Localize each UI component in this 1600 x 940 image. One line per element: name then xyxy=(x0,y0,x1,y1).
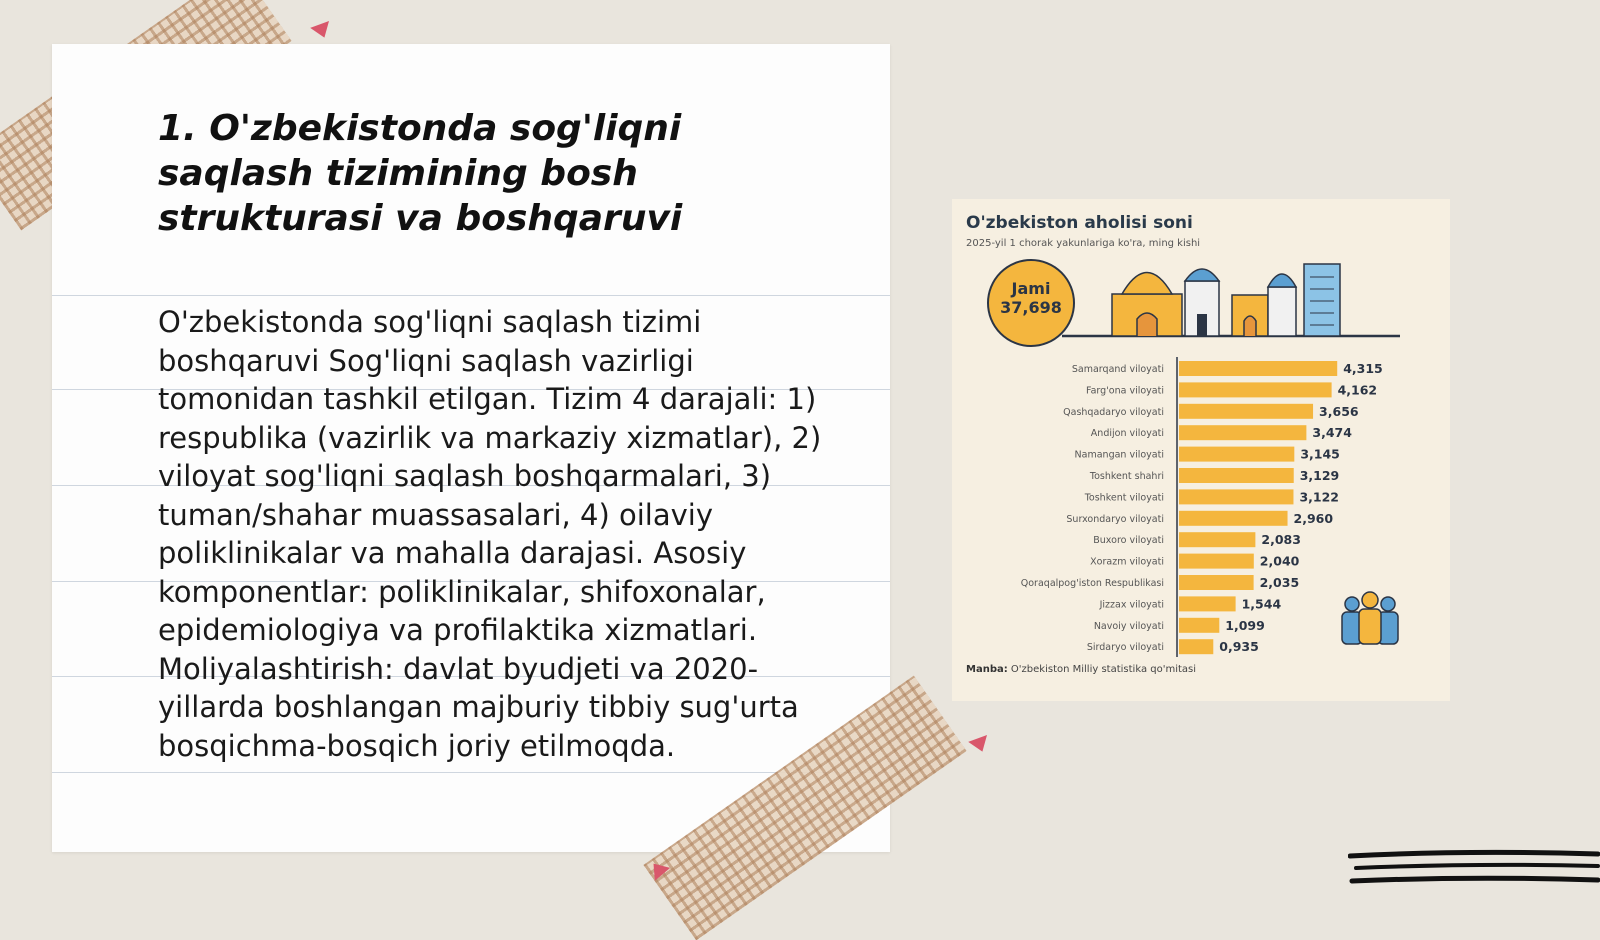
category-label: Qoraqalpog'iston Respublikasi xyxy=(1020,578,1164,589)
source-text: O'zbekiston Milliy statistika qo'mitasi xyxy=(1010,664,1197,675)
population-infographic xyxy=(952,199,1450,701)
bar xyxy=(1179,532,1255,547)
bar-value-label: 3,474 xyxy=(1312,425,1352,441)
ruled-line xyxy=(52,295,890,296)
slide-body-text: O'zbekistonda sog'liqni saqlash tizimi boshqaruvi Sog'liqni saqlash vazirligi tomonidan tashkil etilgan. Tizim 4 darajali: 1) respublika (vazirlik va markaziy xizmatlar), 2) viloyat sog'liqni saqlash boshqarmalari, 3) tuman/shahar muassasalari, 4) oilaviy poliklinikalar va mahalla darajasi. Asosiy komponentlar: poliklinikalar, shifoxonalar, epidemiologiya va profilaktika xizmatlari. Moliyalashtirish: davlat byudjeti va 2020-yillarda boshlangan majburiy tibbiy sug'urta bosqichma-bosqich joriy etilmoqda. xyxy=(158,305,822,763)
bar xyxy=(1179,468,1294,483)
category-label: Toshkent viloyati xyxy=(1084,492,1164,504)
bar-value-label: 2,083 xyxy=(1261,532,1301,548)
category-label: Farg'ona viloyati xyxy=(1086,385,1164,397)
bar xyxy=(1179,596,1236,611)
bar-value-label: 3,145 xyxy=(1300,446,1340,462)
pin-icon xyxy=(310,21,334,41)
bar xyxy=(1179,575,1254,590)
bar xyxy=(1179,447,1294,462)
bar-value-label: 4,162 xyxy=(1337,382,1378,398)
chart-subtitle: 2025-yil 1 chorak yakunlariga ko'ra, ming kishi xyxy=(966,238,1201,249)
slide-title: 1. O'zbekistonda sog'liqni saqlash tizimining bosh strukturasi va boshqaruvi xyxy=(158,108,683,239)
category-label: Navoiy viloyati xyxy=(1093,620,1164,632)
category-label: Namangan viloyati xyxy=(1074,449,1164,461)
category-label: Jizzax viloyati xyxy=(1099,599,1164,611)
bar xyxy=(1179,404,1313,419)
bar-value-label: 1,099 xyxy=(1225,617,1265,633)
bar-value-label: 3,129 xyxy=(1299,468,1340,483)
bar xyxy=(1179,639,1213,654)
bar-value-label: 2,035 xyxy=(1259,575,1300,590)
chart-source xyxy=(966,664,1196,675)
bar-value-label: 2,960 xyxy=(1293,510,1334,526)
category-label: Toshkent shahri xyxy=(1089,471,1164,482)
note-paper xyxy=(52,44,890,852)
bar xyxy=(1179,382,1332,397)
bar-value-label: 3,656 xyxy=(1319,403,1359,419)
ruled-line xyxy=(52,772,890,773)
category-label: Andijon viloyati xyxy=(1090,428,1164,440)
bar-value-label: 0,935 xyxy=(1219,639,1259,655)
chart-title: O'zbekiston aholisi soni xyxy=(966,213,1193,233)
pin-icon xyxy=(968,735,992,755)
total-label: Jami xyxy=(1011,279,1051,298)
category-label: Buxoro viloyati xyxy=(1093,535,1164,547)
bar xyxy=(1179,425,1306,440)
bar xyxy=(1179,554,1254,569)
bar xyxy=(1179,618,1219,633)
bar-value-label: 1,544 xyxy=(1241,596,1282,612)
category-label: Surxondaryo viloyati xyxy=(1066,513,1164,525)
category-label: Qashqadaryo viloyati xyxy=(1063,406,1164,418)
source-label: Manba: xyxy=(966,664,1008,675)
bar-value-label: 4,315 xyxy=(1343,361,1383,376)
total-population-badge xyxy=(987,259,1075,347)
bar xyxy=(1179,489,1293,504)
total-value: 37,698 xyxy=(1000,298,1062,317)
category-label: Sirdaryo viloyati xyxy=(1086,642,1164,654)
bar-value-label: 3,122 xyxy=(1299,489,1340,505)
city-skyline-icon xyxy=(1062,264,1400,336)
family-icon xyxy=(1342,592,1398,644)
bar xyxy=(1179,361,1337,376)
category-label: Samarqand viloyati xyxy=(1071,364,1164,375)
bar-value-label: 2,040 xyxy=(1259,553,1300,569)
bar xyxy=(1179,511,1288,526)
decorative-brush-lines xyxy=(1348,846,1600,896)
category-label: Xorazm viloyati xyxy=(1090,556,1164,568)
